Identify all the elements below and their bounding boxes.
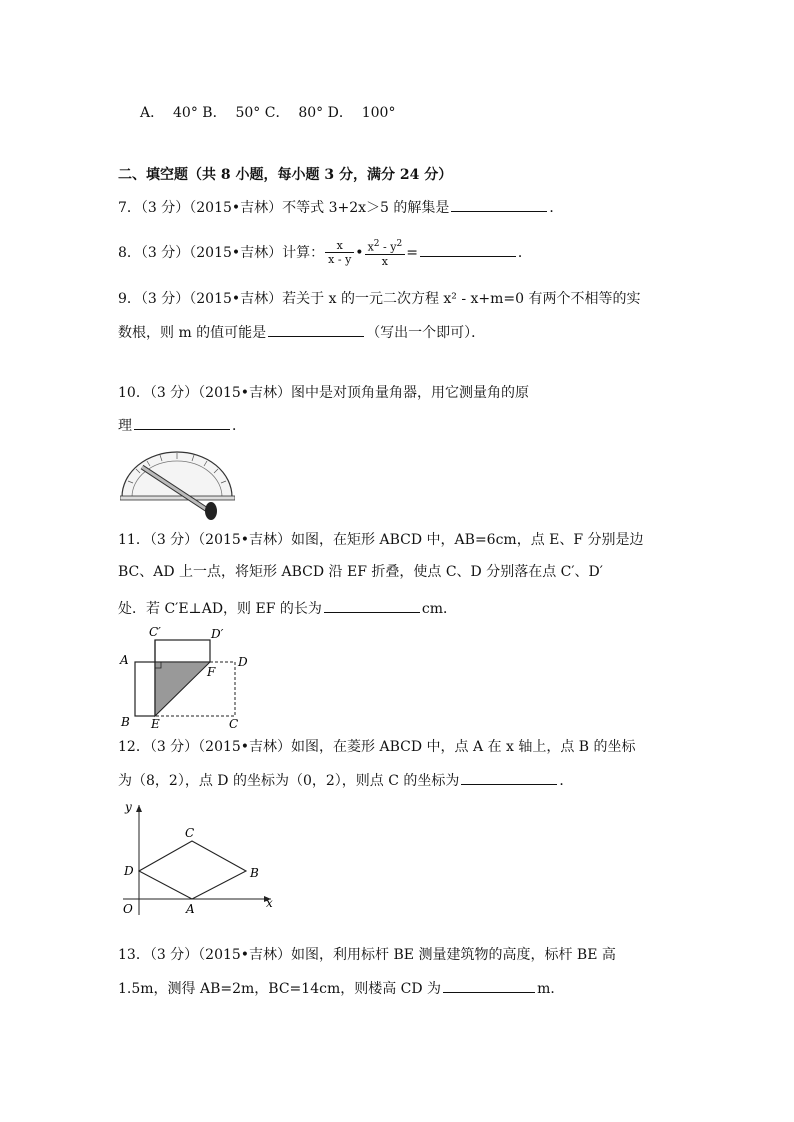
rhombus-figure [115, 797, 285, 922]
protractor-knob [205, 502, 217, 520]
q11-line-3-a: 处．若 C′E⊥AD，则 EF 的长为 [118, 601, 322, 617]
q12-end: ． [559, 773, 574, 789]
folded-triangle [155, 662, 210, 716]
q7-text: 7．（3 分）（2015•吉林）不等式 3+2x＞5 的解集是 [118, 200, 450, 216]
label-a: A [186, 902, 195, 916]
y-axis-arrow [136, 805, 142, 812]
q8-end: ． [517, 244, 532, 261]
q13-answer-blank[interactable] [443, 978, 535, 993]
rhombus-abcd [139, 841, 246, 899]
q12-answer-blank[interactable] [461, 770, 557, 785]
q13-line-1: 13．（3 分）（2015•吉林）如图，利用标杆 BE 测量建筑物的高度，标杆 BE 高 [118, 947, 616, 963]
q8-prefix: 8．（3 分）（2015•吉林）计算： [118, 244, 325, 261]
folded-flap [155, 640, 210, 662]
label-e: E [151, 717, 160, 730]
protractor-figure [120, 447, 235, 523]
q11-answer-blank[interactable] [324, 598, 420, 613]
q8-answer-blank[interactable] [420, 242, 516, 257]
q9-line-2 [118, 322, 485, 343]
q8-f1-numerator: x [325, 239, 354, 253]
q8-fraction-1 [325, 239, 354, 266]
section-title: 二、填空题（共 8 小题，每小题 3 分，满分 24 分） [118, 167, 453, 183]
q11-line-3 [118, 598, 457, 619]
label-f: F [207, 665, 216, 679]
q9-line-2-b: （写出一个即可）． [366, 325, 486, 341]
q10-line-1: 10．（3 分）（2015•吉林）图中是对顶角量角器，用它测量角的原 [118, 385, 530, 401]
q8-sup-a: 2 [373, 239, 380, 249]
label-d-prime: D′ [211, 627, 224, 641]
label-d: D [124, 864, 134, 878]
protractor-base [120, 496, 235, 500]
q10-line-2 [118, 415, 246, 436]
q9-line-1: 9．（3 分）（2015•吉林）若关于 x 的一元二次方程 x² - x+m=0 有两个不相等的实 [118, 291, 641, 307]
q7-end: ． [549, 200, 564, 216]
question-7 [118, 197, 563, 218]
q7-answer-blank[interactable] [451, 197, 547, 212]
q12-line-1: 12．（3 分）（2015•吉林）如图，在菱形 ABCD 中，点 A 在 x 轴上，点 B 的坐标 [118, 739, 636, 755]
q8-equals: = [406, 244, 418, 261]
label-b: B [250, 866, 259, 880]
q8-f2-denominator: x [381, 254, 388, 268]
q6-options: A． 40° B． 50° C． 80° D． 100° [140, 105, 396, 121]
q12-line-2-a: 为（8，2），点 D 的坐标为（0，2），则点 C 的坐标为 [118, 773, 460, 789]
q10-line-2-a: 理 [118, 418, 132, 434]
label-y: y [125, 800, 132, 814]
q8-dot: • [355, 244, 364, 261]
q8-f2-num-mid: - y [379, 240, 397, 254]
q11-line-2: BC、AD 上一点，将矩形 ABCD 沿 EF 折叠，使点 C、D 分别落在点 C′、D′ [118, 564, 603, 580]
q10-end: ． [232, 418, 246, 434]
q12-line-2 [118, 770, 573, 791]
label-c-prime: C′ [149, 625, 161, 639]
rectangle-left-part [135, 662, 155, 716]
q8-sup-b: 2 [396, 239, 403, 249]
q11-line-1: 11．（3 分）（2015•吉林）如图，在矩形 ABCD 中，AB=6cm，点 E、F 分别是边 [118, 532, 644, 548]
label-b: B [121, 715, 130, 729]
q13-line-2-b: m． [537, 981, 565, 997]
q8-f1-denominator: x - y [328, 253, 352, 267]
label-c: C [185, 826, 195, 840]
q9-answer-blank[interactable] [268, 322, 364, 337]
label-d: D [238, 655, 248, 669]
q10-answer-blank[interactable] [134, 415, 230, 430]
label-o: O [123, 902, 133, 916]
q8-fraction-2 [365, 238, 406, 268]
q8-f2-numerator [365, 238, 406, 255]
q9-line-2-a: 数根，则 m 的值可能是 [118, 325, 267, 341]
q11-line-3-b: cm． [421, 601, 458, 617]
label-x: x [266, 896, 273, 910]
q13-line-2-a: 1.5m，测得 AB=2m，BC=14cm，则楼高 CD 为 [118, 981, 442, 997]
label-c: C [229, 717, 239, 730]
q13-line-2 [118, 978, 564, 999]
label-a: A [120, 653, 129, 667]
rectangle-fold-figure [115, 622, 255, 730]
q8-f2-num-a: x [367, 240, 374, 254]
question-8 [118, 238, 532, 268]
